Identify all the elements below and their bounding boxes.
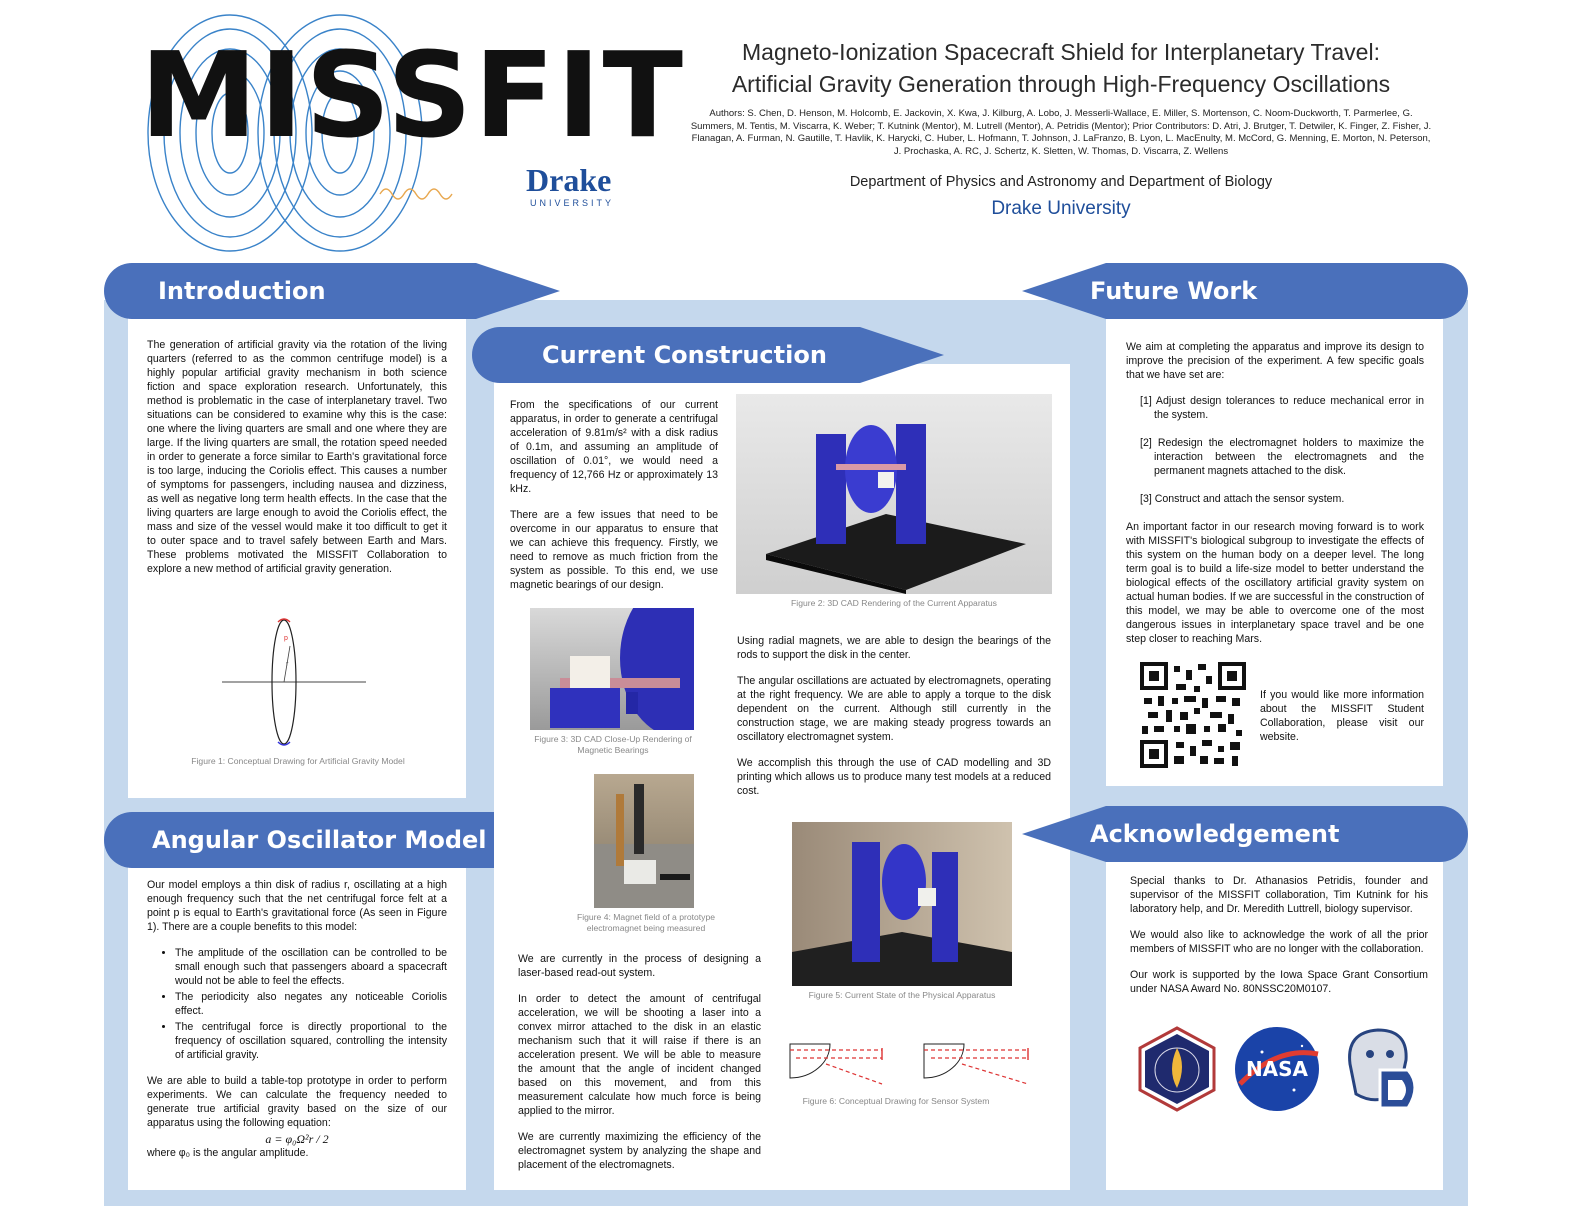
current-construction-banner <box>472 327 944 383</box>
goal-item: [3] Construct and attach the sensor system. <box>1140 493 1345 505</box>
angular-intro: Our model employs a thin disk of radius r, oscillating at a high enough frequency such that the net centrifugal force felt at a point p is equal to Earth's gravitational force (As seen in Figure 1). There are a couple benefits to this model: <box>147 879 447 933</box>
figure-5-photo <box>792 822 1012 986</box>
current-para-5: We accomplish this through the use of CAD modelling and 3D printing which allows us to produce many test models at a reduced cost. <box>737 757 1051 797</box>
drake-bulldog-logo-icon <box>1336 1024 1422 1114</box>
figure-1-label-r: r <box>286 661 289 668</box>
current-text-block-1 <box>510 398 718 604</box>
figure-1-drawing <box>220 612 370 752</box>
introduction-text <box>147 338 447 588</box>
current-construction-heading: Current Construction <box>542 341 827 369</box>
benefit-list <box>147 946 447 1062</box>
figure-6-drawing <box>786 1040 1046 1090</box>
qr-code[interactable] <box>1140 662 1246 768</box>
ack-para-1: Special thanks to Dr. Athanasios Petridis, founder and supervisor of the MISSFIT collaboration, Tim Kutnink for his laboratory help, and Dr. Meredith Luttrell, biology supervisor. <box>1130 875 1428 915</box>
authors: Authors: S. Chen, D. Henson, M. Holcomb, E. Jackovin, X. Kwa, J. Kilburg, A. Lobo, J. Messerli-Wallace, E. Miller, S. Mortenson, C. Noom-Duckworth, T. Parmerlee, G. Summers, M. Tentis, M. Viscarra, K. Weber; T. Kutnink (Mentor), M. Lutrell (Mentor), A. Petridis (Mentor); Prior Contributors: D. Atri, J. Brutger, T. Detwiler, K. Finger, Z. Fisher, J. Flanagan, A. Furman, N. Gautille, T. Havlik, K. Harycki, C. Huber, L. Hofmann, T. Johnson, J. LaFranzo, B. Lyon, L. MacEnulty, M. McCord, G. Menning, E. Morton, N. Peterson, J. Prochaska, A. RC, J. Schertz, K. Sletten, W. Thomas, D. Viscarra, Z. Wellens <box>690 108 1432 157</box>
department: Department of Physics and Astronomy and Department of Biology <box>849 174 1273 190</box>
ack-para-2: We would also like to acknowledge the work of all the prior members of MISSFIT who are no longer with the collaboration. <box>1130 929 1428 955</box>
figure-1-label-p: p <box>284 635 288 642</box>
acknowledgement-heading: Acknowledgement <box>1090 820 1340 848</box>
figure-3-caption: Figure 3: 3D CAD Close-Up Rendering of Magnetic Bearings <box>534 734 692 755</box>
introduction-heading: Introduction <box>158 277 326 305</box>
current-para-1: From the specifications of our current apparatus, in order to generate a centrifugal acceleration of 9.81m/s² with a disk radius of 0.1m, and assuming an amplitude of oscillation of 0.01°, we would need a frequency of 12,766 Hz or approximately 13 kHz. <box>510 399 718 495</box>
acknowledgement-banner <box>1022 806 1468 862</box>
goal-item: [2] Redesign the electromagnet holders to maximize the interaction between the electromagnets and the permanent magnets attached to the disk. <box>1140 437 1424 477</box>
figure-4-photo <box>594 774 694 908</box>
drake-logo: Drake <box>526 162 612 198</box>
equation: a = φ₀Ω²r / 2 <box>265 1132 329 1146</box>
current-para-4: The angular oscillations are actuated by electromagnets, operating at the right frequency. We are able to apply a torque to the disk dependent on the current. Although still currently in the construction stage, we are making steady progress towards an oscillatory electromagnet system. <box>737 675 1051 743</box>
nasa-logo-icon <box>1232 1026 1322 1112</box>
current-para-3: Using radial magnets, we are able to design the bearings of the rods to support the disk in the center. <box>737 635 1051 661</box>
acknowledgement-text <box>1130 874 1428 1008</box>
title-block <box>688 36 1434 220</box>
title-line-2: Artificial Gravity Generation through High-Frequency Oscillations <box>731 71 1391 97</box>
introduction-banner <box>104 263 560 319</box>
figure-6-caption: Figure 6: Conceptual Drawing for Sensor System <box>802 1096 990 1106</box>
benefit-item: • The centrifugal force is directly proportional to the frequency of oscillation squared, controlling the intensity of artificial gravity. <box>175 1020 447 1062</box>
current-para-7: In order to detect the amount of centrifugal acceleration, we will be shooting a laser into a convex mirror attached to the disk in an elastic mechanism such that it will raise if there is an acceleration present. We will be able to measure the amount that the angle of incident changed based on this movement, and from this measurement calculate how much force is being applied to the mirror. <box>518 993 761 1117</box>
benefit-item: • The periodicity also negates any noticeable Coriolis effect. <box>175 990 447 1018</box>
current-para-8: We are currently maximizing the efficiency of the electromagnet system by analyzing the shape and placement of the electromagnets. <box>518 1131 761 1171</box>
figure-4-caption: Figure 4: Magnet field of a prototype electromagnet being measured <box>576 912 716 933</box>
qr-info-text: If you would like more information about the MISSFIT Student Collaboration, please visit our website. <box>1260 689 1424 743</box>
future-para-1: We aim at completing the apparatus and improve its design to improve the precision of the experiment. A few specific goals that we have set are: <box>1126 341 1424 381</box>
figure-5-caption: Figure 5: Current State of the Physical Apparatus <box>808 990 996 1000</box>
figure-3-render <box>530 608 694 730</box>
current-text-block-3 <box>518 952 761 1184</box>
figure-2-caption: Figure 2: 3D CAD Rendering of the Current Apparatus <box>791 598 997 608</box>
missfit-logo <box>130 8 685 258</box>
title-line-1: Magneto-Ionization Spacecraft Shield for Interplanetary Travel: <box>742 39 1380 65</box>
current-text-block-2 <box>737 634 1051 810</box>
equation-where: where φ₀ is the angular amplitude. <box>147 1147 309 1159</box>
figure-2-render <box>736 394 1052 594</box>
current-para-6: We are currently in the process of designing a laser-based read-out system. <box>518 953 761 979</box>
ack-para-3: Our work is supported by the Iowa Space Grant Consortium under NASA Award No. 80NSSC20M0107. <box>1130 969 1428 995</box>
angular-oscillator-heading: Angular Oscillator Model <box>152 826 487 854</box>
logo-text: MISSFIT <box>140 26 685 164</box>
angular-oscillator-text <box>147 878 447 1160</box>
goal-list <box>1126 394 1424 506</box>
future-work-banner <box>1022 263 1468 319</box>
figure-1-caption: Figure 1: Conceptual Drawing for Artificial Gravity Model <box>191 756 405 766</box>
university: Drake University <box>991 198 1131 219</box>
future-work-heading: Future Work <box>1090 277 1258 305</box>
future-work-text <box>1126 340 1424 658</box>
drake-logo-subtitle: UNIVERSITY <box>530 198 615 208</box>
nasa-logo-text: NASA <box>1245 1057 1309 1081</box>
iowa-space-grant-logo-icon <box>1134 1026 1220 1112</box>
goal-item: [1] Adjust design tolerances to reduce mechanical error in the system. <box>1140 395 1424 421</box>
angular-para-2: We are able to build a table-top prototype in order to perform experiments. We can calculate the frequency needed to generate true artificial gravity based on the size of our apparatus using the following equation: <box>147 1075 447 1129</box>
current-para-2: There are a few issues that need to be overcome in our apparatus to ensure that we can achieve this frequency. Firstly, we need to remove as much friction from the system as possible. To this end, we use magnetic bearings of our design. <box>510 509 718 591</box>
benefit-item: • The amplitude of the oscillation can be controlled to be small enough such that passengers aboard a spacecraft would not be able to feel the effects. <box>175 946 447 988</box>
future-para-2: An important factor in our research moving forward is to work with MISSFIT's biological subgroup to investigate the effects of this system on the human body on a deeper level. The long term goal is to build a life-size model to better understand the biological effects of the oscillatory artificial gravity system on actual human bodies. If we are successful in the construction of this model, we may be able to overcome one of the most dangerous issues in interplanetary space travel and be one step closer to reaching Mars. <box>1126 521 1424 645</box>
introduction-paragraph: The generation of artificial gravity via the rotation of the living quarters (referred to as the common centrifuge model) is a highly popular artificial gravity mechanism in both science fiction and space exploration research. Unfortunately, this method is problematic in the case of interplanetary travel. Two situations can be considered to examine why this is the case: one where the living quarters are small and one where they are large. If the living quarters are small, the rotation speed needed in order to generate a force similar to Earth's gravitational force is too large, inducing the Coriolis effect. This causes a number of symptoms for passengers, including nausea and dizziness, as well as negative long term health effects. In the case that the living quarters are large enough to avoid the Coriolis effect, the mass and size of the vessel would make it too difficult to get it to outer space and to travel safely between Earth and Mars. These problems motivated the MISSFIT Collaboration to explore a new method of artificial gravity generation. <box>147 339 447 575</box>
